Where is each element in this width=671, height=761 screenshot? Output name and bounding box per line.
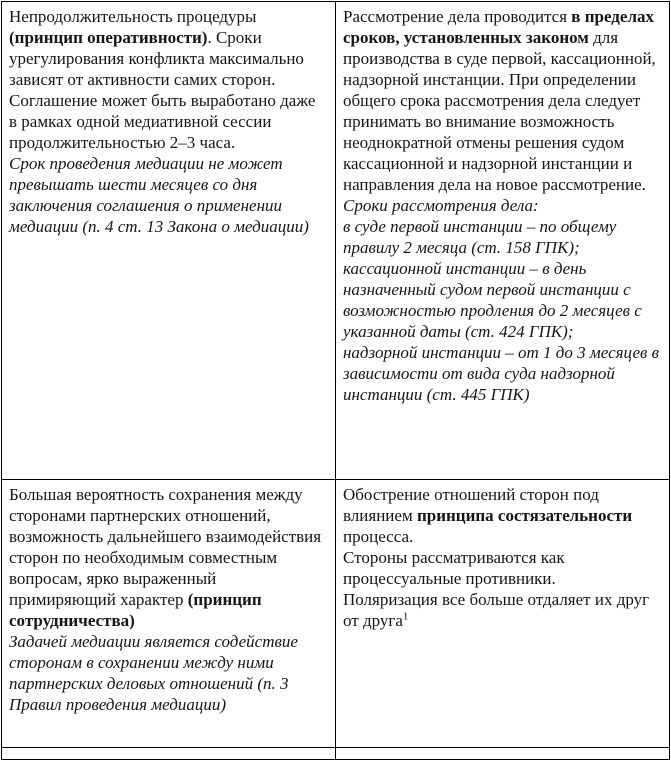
cell-mediation-duration — [2, 2, 336, 480]
text-run: Большая вероятность сохранения между сторонами партнерских отношений, возможность дальнейшего взаимодействия сторон по необходимым совместным вопросам, ярко выраженный примиряющий характер — [9, 484, 322, 609]
italic-note-item: надзорной инстанции – от 1 до 3 месяцев в зависимости от вида суда надзорной инстанции (ст. 445 ГПК) — [343, 343, 659, 404]
text-run: для производства в суде первой, кассационной, надзорной инстанции. При определении общего срока рассмотрения дела следует принимать во внимание возможность неоднократной отмены решения судом кассационной и надзорной инстанции и направления дела на новое рассмотрение. — [343, 28, 656, 194]
bold-run: в пределах сроков, установленных законом — [343, 7, 654, 47]
table-row-relations — [2, 479, 670, 747]
text-run: Непродолжительность процедуры — [9, 7, 257, 26]
text-run: Обострение отношений сторон под влиянием — [343, 484, 599, 525]
bold-run: принципа состязательности — [416, 505, 633, 525]
footnote-marker: 1 — [402, 609, 409, 622]
text-run: процесса. — [343, 526, 414, 546]
table-row-empty — [2, 747, 670, 759]
table-row-terms — [2, 2, 670, 480]
cell-adversarial-relations — [336, 479, 670, 747]
text-run: Поляризация все больше отдаляет их друг от друга — [343, 589, 650, 630]
italic-note: Задачей медиации является содействие сторонам в сохранении между ними партнерских деловых отношений (п. 3 Правил проведения медиации) — [9, 631, 298, 714]
italic-note: Срок проведения медиации не может превышать шести месяцев со дня заключения соглашения о применении медиации (п. 4 ст. 13 Закона о медиации) — [9, 154, 309, 236]
bold-run: (принцип оперативности) — [9, 28, 208, 47]
paragraph-main — [343, 6, 660, 195]
bold-run: (принцип сотрудничества) — [9, 589, 262, 630]
paragraph-main — [343, 484, 660, 547]
paragraph-main — [9, 6, 326, 153]
italic-note-item: в суде первой инстанции – по общему правилу 2 месяца (ст. 158 ГПК); — [343, 217, 617, 257]
paragraph-secondary — [343, 589, 660, 631]
text-run: . Сроки урегулирования конфликта максимально зависят от активности самих сторон. Соглашение может быть выработано даже в рамках одной медиативной сессии продолжительностью 2–3 часа. — [9, 28, 316, 152]
cell-court-terms — [336, 2, 670, 480]
paragraph-main — [9, 484, 326, 631]
paragraph-secondary: Стороны рассматриваются как процессуальные противники. — [343, 547, 565, 588]
cell-empty-left — [2, 747, 336, 759]
italic-note-item: кассационной инстанции – в день назначенный судом первой инстанции с возможностью продления до 2 месяцев с указанной даты (ст. 424 ГПК); — [343, 259, 642, 341]
cell-partnership-preservation — [2, 479, 336, 747]
cell-empty-right — [336, 747, 670, 759]
comparison-table — [1, 1, 670, 760]
italic-note-heading: Сроки рассмотрения дела: — [343, 196, 539, 215]
text-run: Рассмотрение дела проводится — [343, 7, 572, 26]
